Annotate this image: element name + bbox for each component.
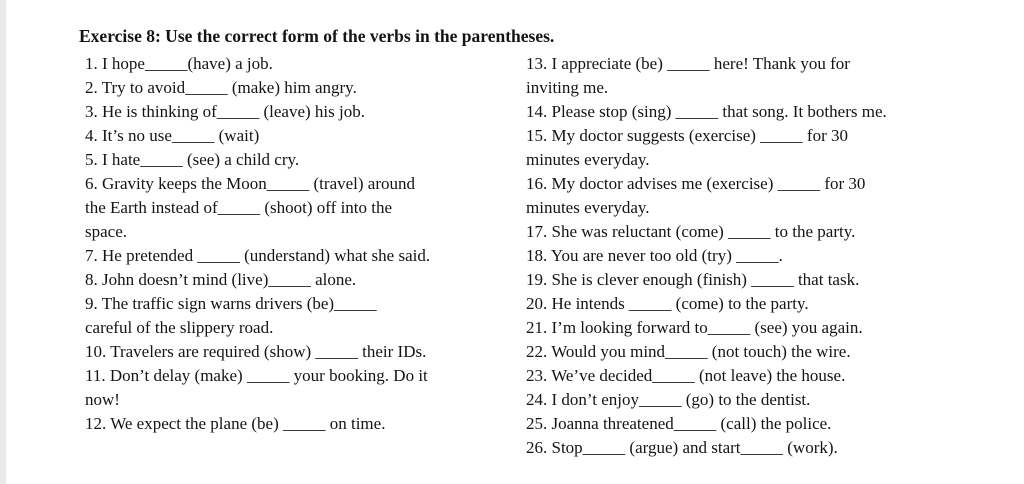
question-line: 13. I appreciate (be) _____ here! Thank you for [526, 54, 850, 73]
question-line: now! [85, 390, 120, 409]
page-edge [0, 0, 6, 484]
question-line: minutes everyday. [526, 198, 650, 217]
question-line: 16. My doctor advises me (exercise) _____ for 30 [526, 174, 866, 193]
question-line: 23. We’ve decided_____ (not leave) the house. [526, 366, 846, 385]
left-column [85, 52, 517, 436]
question-line: 24. I don’t enjoy_____ (go) to the dentist. [526, 390, 811, 409]
question-line: 10. Travelers are required (show) _____ their IDs. [85, 342, 427, 361]
question-line: 14. Please stop (sing) _____ that song. It bothers me. [526, 102, 887, 121]
question-line: 4. It’s no use_____ (wait) [85, 126, 260, 145]
question-line: 19. She is clever enough (finish) _____ that task. [526, 270, 860, 289]
question-line: the Earth instead of_____ (shoot) off into the [85, 198, 393, 217]
question-line: 15. My doctor suggests (exercise) _____ for 30 [526, 126, 848, 145]
question-line: 22. Would you mind_____ (not touch) the wire. [526, 342, 851, 361]
question-line: 6. Gravity keeps the Moon_____ (travel) around [85, 174, 415, 193]
question-line: 11. Don’t delay (make) _____ your booking. Do it [85, 366, 428, 385]
question-line: 1. I hope_____(have) a job. [85, 54, 273, 73]
question-line: 9. The traffic sign warns drivers (be)_____ [85, 294, 377, 313]
question-line: careful of the slippery road. [85, 318, 274, 337]
question-line: 2. Try to avoid_____ (make) him angry. [85, 78, 357, 97]
question-line: minutes everyday. [526, 150, 650, 169]
question-line: 8. John doesn’t mind (live)_____ alone. [85, 270, 357, 289]
question-line: 3. He is thinking of_____ (leave) his job. [85, 102, 365, 121]
question-line: 26. Stop_____ (argue) and start_____ (work). [526, 438, 838, 457]
question-line: 7. He pretended _____ (understand) what she said. [85, 246, 431, 265]
question-line: 21. I’m looking forward to_____ (see) you again. [526, 318, 863, 337]
question-line: space. [85, 222, 128, 241]
question-line: 17. She was reluctant (come) _____ to the party. [526, 222, 856, 241]
question-line: 5. I hate_____ (see) a child cry. [85, 150, 300, 169]
question-line: 18. You are never too old (try) _____. [526, 246, 783, 265]
question-line: 25. Joanna threatened_____ (call) the police. [526, 414, 832, 433]
question-line: inviting me. [526, 78, 609, 97]
worksheet [79, 24, 979, 469]
right-column [526, 52, 976, 460]
question-line: 20. He intends _____ (come) to the party. [526, 294, 809, 313]
question-line: 12. We expect the plane (be) _____ on time. [85, 414, 386, 433]
exercise-title: Exercise 8: Use the correct form of the verbs in the parentheses. [79, 26, 555, 46]
